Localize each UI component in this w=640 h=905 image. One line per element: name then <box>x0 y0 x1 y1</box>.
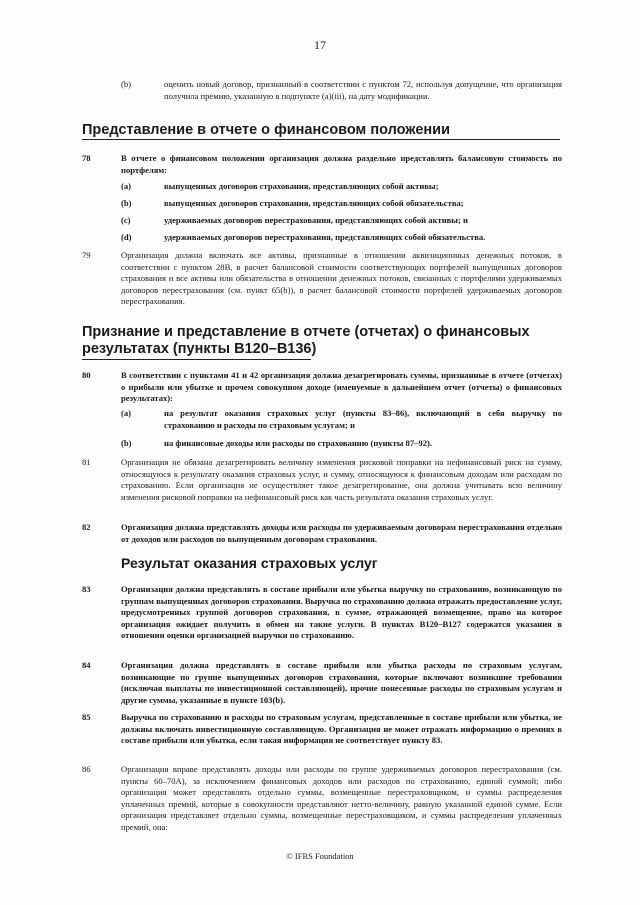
item-label: (a) <box>121 181 132 191</box>
paragraph-number: 82 <box>82 522 91 532</box>
paragraph-number: 83 <box>82 584 91 594</box>
page-footer: © IFRS Foundation <box>286 851 354 861</box>
item-text: оценить новый договор, признанный в соответствии с пунктом 72, используя допущение, что организация получила премию, указанную в подпункте (a)(iii), на дату модификации. <box>164 79 562 101</box>
page-number: 17 <box>314 38 326 52</box>
heading-line: Признание и представление в отчете (отчетах) о финансовых <box>82 324 530 340</box>
item-text: выпущенных договоров страхования, представляющих собой обязательства; <box>164 198 464 208</box>
paragraph-number: 86 <box>82 764 91 774</box>
paragraph-number: 81 <box>82 457 91 467</box>
paragraph-number: 78 <box>82 153 91 163</box>
paragraph-text: Организация должна представлять в составе прибыли или убытка расходы по страховым услугам, возникающие по группе выпущенных договоров страхования, которые включают возникшие требования (исключая выплаты по инвестиционной составляющей), прочие понесенные расходы по страховым услугам и другие суммы, указанные в пункте 103(b). <box>121 660 562 705</box>
heading-underline <box>82 359 311 360</box>
subsection-heading-insurance-service-result: Результат оказания страховых услуг <box>121 555 378 571</box>
item-text: выпущенных договоров страхования, представляющих собой активы; <box>164 181 439 191</box>
paragraph-text: Организация не обязана дезагрегировать величину изменения рисковой поправки на нефинансовый риск на сумму, относящуюся к результату оказания страховых услуг, и сумму, относящуюся к финансовым доходам или расходам по страхованию. Если организация не осуществляет такое дезагрегирование, она должна учитывать всю величину изменения рисковой поправки на нефинансовый риск как часть результата оказания страховых услуг. <box>121 457 562 502</box>
paragraph-number: 85 <box>82 712 91 722</box>
paragraph-text: Организация должна включать все активы, признанные в отношении аквизиционных денежных потоков, в соответствии с пунктом 28B, в расчет балансовой стоимости соответствующих портфелей выпущенных договоров страхования и все активы или обязательства в отношении денежных потоков, связанных с портфелями удерживаемых договоров перестрахования (см. пункт 65(b)), в расчет балансовой стоимости портфелей удерживаемых договоров перестрахования. <box>121 250 562 307</box>
paragraph-number: 84 <box>82 660 91 670</box>
item-label: (a) <box>121 408 132 418</box>
paragraph-number: 79 <box>82 250 91 260</box>
heading-line: результатах (пункты B120–B136) <box>82 341 317 357</box>
paragraph-text: Организация должна представлять доходы или расходы по удерживаемым договорам перестрахования отдельно от доходов или расходов по выпущенным договорам страхования. <box>121 522 562 544</box>
paragraph-text: В отчете о финансовом положении организация должна раздельно представлять балансовую стоимость по портфелям: <box>121 153 562 175</box>
item-label: (b) <box>121 438 132 448</box>
item-label: (c) <box>121 215 131 225</box>
heading-underline <box>82 139 560 140</box>
item-label: (b) <box>121 79 132 89</box>
item-label: (b) <box>121 198 132 208</box>
section-heading-financial-results <box>82 324 562 358</box>
paragraph-text: Организация вправе представлять доходы или расходы по группе удерживаемых договоров перестрахования (см. пункты 60–70A), за исключением финансовых доходов или расходов по страхованию, единой суммой; либо организация может представлять отдельно суммы, возмещенные перестраховщиком, и суммы распределения уплаченных премий, которые в совокупности представляют нетто-величину, равную указанной единой сумме. Если организация представляет отдельно суммы, возмещенные перестраховщиком, и суммы распределения уплаченных премий, она: <box>121 764 562 832</box>
item-label: (d) <box>121 232 132 242</box>
paragraph-text: Выручка по страхованию и расходы по страховым услугам, представленные в составе прибыли или убытка, не должны включать инвестиционную составляющую. Организация не может отражать информацию о премиях в составе прибыли или убытка, если такая информация не соответствует пункту 83. <box>121 712 562 746</box>
item-text: удерживаемых договоров перестрахования, представляющих собой обязательства. <box>164 232 486 242</box>
item-text: на финансовые доходы или расходы по страхованию (пункты 87–92). <box>164 438 433 448</box>
paragraph-text: Организация должна представлять в составе прибыли или убытка выручку по страхованию, возникающую по группам выпущенных договоров страхования. Выручка по страхованию должна отражать предоставление услуг, предусмотренных группой договоров страхования, в сумме, отражающей возмещение, право на которое организация ожидает получить в обмен на такие услуги. В пунктах B120–B127 содержатся указания в отношении оценки организацией выручки по страхованию. <box>121 584 562 641</box>
paragraph-number: 80 <box>82 370 91 380</box>
section-heading-financial-position: Представление в отчете о финансовом положении <box>82 122 450 138</box>
item-text: на результат оказания страховых услуг (пункты 83–86), включающий в себя выручку по страхованию и расходы по страховым услугам; и <box>164 408 562 430</box>
paragraph-text: В соответствии с пунктами 41 и 42 организация должна дезагрегировать суммы, признанные в отчете (отчетах) о прибыли или убытке и прочем совокупном доходе (именуемые в дальнейшем отчет (отчеты) о финансовых результатах): <box>121 370 562 404</box>
item-text: удерживаемых договоров перестрахования, представляющих собой активы; и <box>164 215 468 225</box>
